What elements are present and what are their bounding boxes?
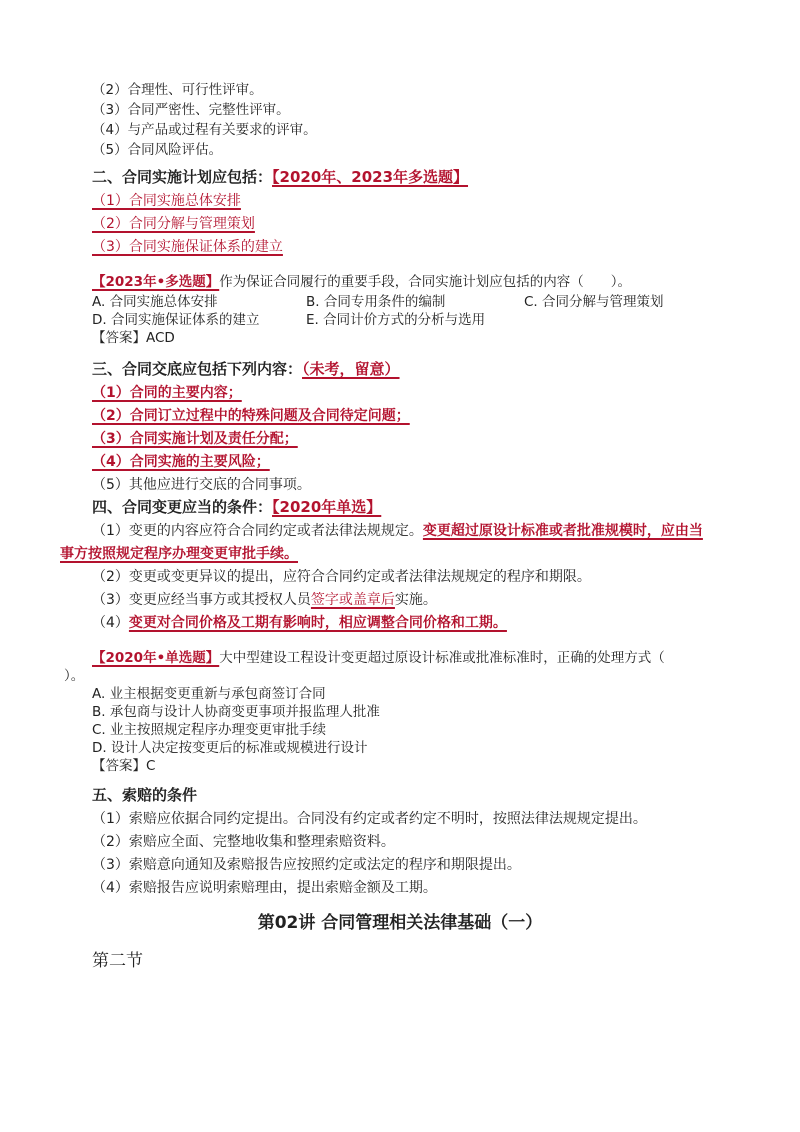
section2-item: （1）合同实施总体安排 [92,193,241,209]
section-label: 第二节 [92,951,143,971]
question1-option-b: B. 合同专用条件的编制 [306,294,446,310]
section2-item: （3）合同实施保证体系的建立 [92,239,283,255]
section5-item: （3）索赔意向通知及索赔报告应按照约定或法定的程序和期限提出。 [92,857,521,873]
lecture-title: 第02讲 合同管理相关法律基础（一） [257,913,543,933]
section2-heading: 二、合同实施计划应包括： [92,168,273,186]
section4-item1-highlight-cont: 事方按照规定程序办理变更审批手续。 [60,546,298,562]
section3-item: （5）其他应进行交底的合同事项。 [92,477,311,493]
section3-item: （2）合同订立过程中的特殊问题及合同待定问题； [92,408,410,424]
question1-option-e: E. 合同计价方式的分析与选用 [306,312,486,328]
question2-stem-cont: ）。 [64,668,85,684]
section4-item3-b: 实施。 [394,592,437,608]
question2-tag: 【2020年•单选题】 [92,650,220,666]
review-item: （3）合同严密性、完整性评审。 [92,102,290,118]
section4-heading-line [92,496,381,517]
question1-option-c: C. 合同分解与管理策划 [524,294,664,310]
section2-heading-line [92,166,468,187]
section5-item: （4）索赔报告应说明索赔理由，提出索赔金额及工期。 [92,880,437,896]
question1-stem-line [92,270,631,290]
question1-option-d: D. 合同实施保证体系的建立 [92,312,260,328]
section4-item4-a: （4） [92,615,129,631]
section4-item2: （2）变更或变更异议的提出，应符合合同约定或者法律法规规定的程序和期限。 [92,569,591,585]
section4-item1-highlight: 变更超过原设计标准或者批准规模时，应由当 [422,523,703,539]
section4-item1-line [92,520,703,540]
question2-stem: 大中型建设工程设计变更超过原设计标准或批准标准时，正确的处理方式（ [219,650,665,666]
review-item: （4）与产品或过程有关要求的评审。 [92,122,317,138]
review-item: （5）合同风险评估。 [92,142,223,158]
section2-item: （2）合同分解与管理策划 [92,216,255,232]
section3-heading: 三、合同交底应包括下列内容： [92,360,303,378]
question2-stem-line [92,646,665,666]
question1-answer: 【答案】ACD [92,330,175,346]
section3-item: （4）合同实施的主要风险； [92,454,270,470]
section3-item: （3）合同实施计划及责任分配； [92,431,298,447]
question1-option-a: A. 合同实施总体安排 [92,294,218,310]
section3-item: （1）合同的主要内容； [92,385,242,401]
section4-heading: 四、合同变更应当的条件： [92,498,273,516]
section5-heading: 五、索赔的条件 [92,786,198,804]
section3-heading-line [92,358,400,379]
question2-option-d: D. 设计人决定按变更后的标准或规模进行设计 [92,740,368,756]
section4-item3-line [92,589,437,609]
section4-item3-a: （3）变更应经当事方或其授权人员 [92,592,311,608]
section4-item1-plain: （1）变更的内容应符合合同约定或者法律法规规定。 [92,523,423,539]
question1-tag: 【2023年•多选题】 [92,274,220,290]
question2-answer: 【答案】C [92,758,156,774]
section2-tag: 【2020年、2023年多选题】 [272,168,469,186]
section4-item4-line [92,612,507,632]
review-item: （2）合理性、可行性评审。 [92,82,263,98]
section4-tag: 【2020年单选】 [272,498,382,516]
section4-item4-highlight: 变更对合同价格及工期有影响时，相应调整合同价格和工期。 [128,615,507,631]
question1-stem: 作为保证合同履行的重要手段，合同实施计划应包括的内容（ ）。 [219,274,631,290]
question2-option-a: A. 业主根据变更重新与承包商签订合同 [92,686,326,702]
section3-tag: （未考，留意） [302,360,400,378]
question2-option-c: C. 业主按照规定程序办理变更审批手续 [92,722,327,738]
question2-option-b: B. 承包商与设计人协商变更事项并报监理人批准 [92,704,380,720]
section4-item3-highlight: 签字或盖章后 [310,592,395,608]
section5-item: （2）索赔应全面、完整地收集和整理索赔资料。 [92,834,395,850]
section5-item: （1）索赔应依据合同约定提出。合同没有约定或者约定不明时，按照法律法规规定提出。 [92,811,647,827]
